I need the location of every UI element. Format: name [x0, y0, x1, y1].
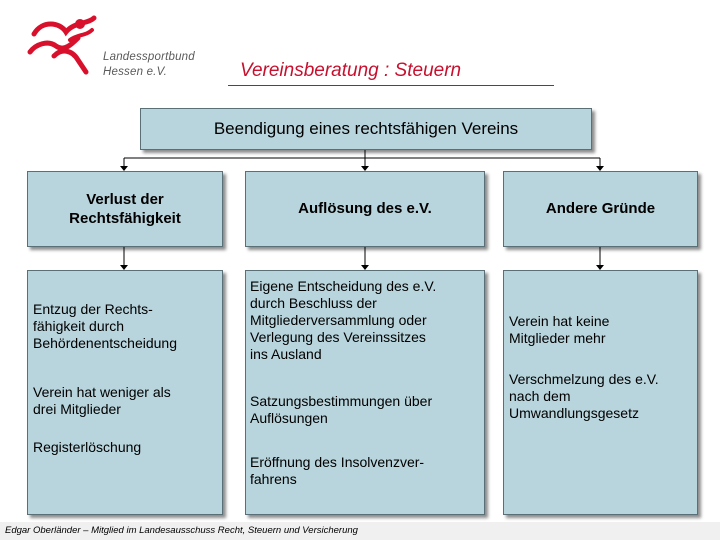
detail-1-item-1: Entzug der Rechts- fähigkeit durch Behördenentscheidung: [33, 301, 178, 351]
detail-3-item-1: Verein hat keine Mitglieder mehr: [509, 313, 610, 346]
main-box: [140, 108, 592, 150]
detail-3-item-2: Verschmelzung des e.V. nach dem Umwandlungsgesetz: [509, 371, 659, 421]
header-label-2: Auflösung des e.V.: [298, 200, 432, 217]
detail-box-3: [503, 270, 698, 515]
header-box-2: [245, 171, 485, 247]
header-label-1: Verlust der Rechtsfähigkeit: [69, 191, 181, 227]
footer-text: Edgar Oberländer – Mitglied im Landesausschuss Recht, Steuern und Versicherung: [5, 525, 358, 536]
header-box-1: [27, 171, 223, 247]
main-box-label: Beendigung eines rechtsfähigen Vereins: [213, 119, 519, 138]
page-title: Vereinsberatung : Steuern: [240, 60, 462, 81]
detail-2-item-3: Eröffnung des Insolvenzver- fahrens: [250, 454, 425, 487]
detail-1-item-2: Verein hat weniger als drei Mitglieder: [33, 384, 171, 417]
detail-2-item-2: Satzungsbestimmungen über Auflösungen: [250, 393, 433, 426]
detail-box-1: [27, 270, 223, 515]
detail-1-item-3: Registerlöschung: [33, 439, 142, 455]
detail-box-2: [245, 270, 485, 515]
header-label-3: Andere Gründe: [545, 200, 656, 217]
detail-2-item-1: Eigene Entscheidung des e.V. durch Beschluss der Mitgliederversammlung oder Verlegung des Vereinssitzes ins Ausland: [250, 278, 437, 362]
logo-line-1: Landessportbund: [103, 51, 195, 63]
footer-bar: [0, 522, 720, 540]
header-box-3: [503, 171, 698, 247]
logo-line-2: Hessen e.V.: [103, 66, 167, 78]
